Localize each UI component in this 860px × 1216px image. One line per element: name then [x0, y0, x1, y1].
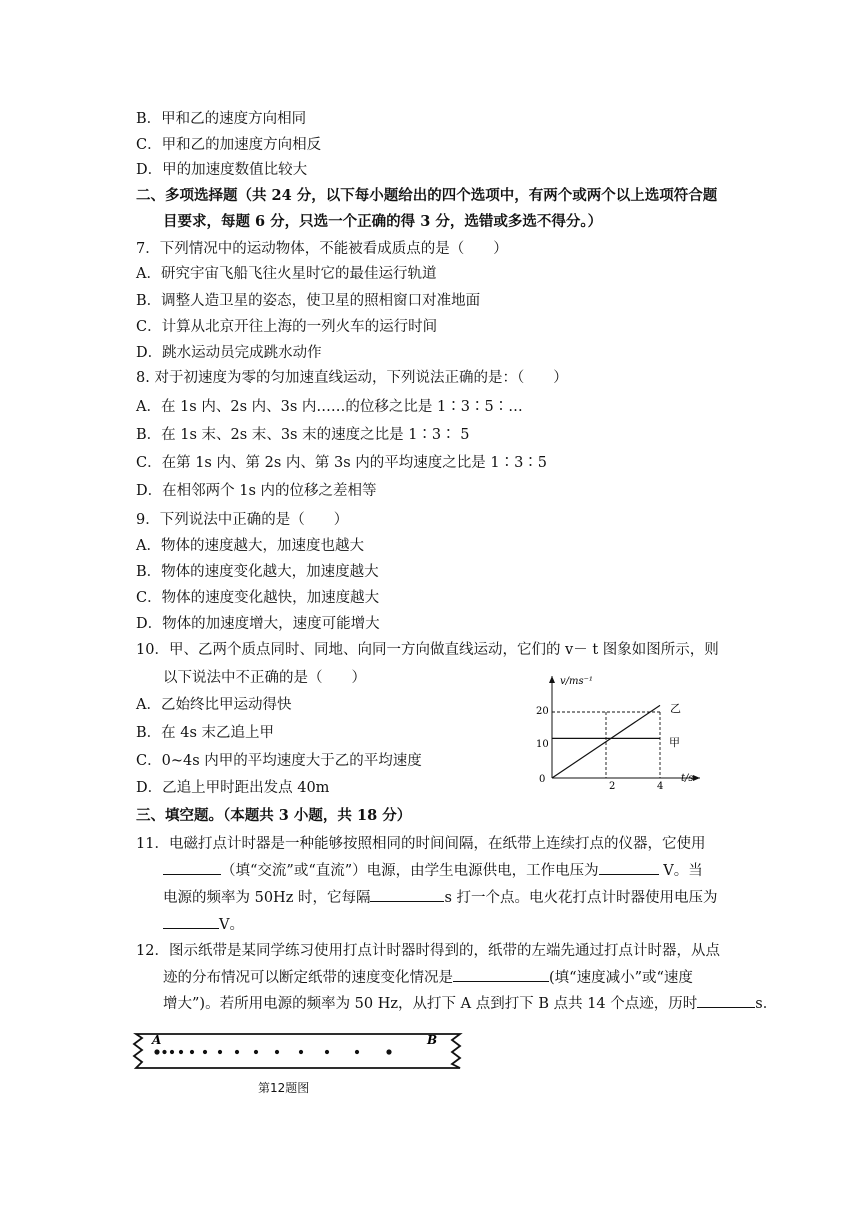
tape-dot — [275, 1050, 279, 1054]
question-9: 9．下列说法中正确的是（ ） — [136, 512, 349, 528]
tape-dot — [254, 1050, 258, 1054]
section-2-heading: 二、多项选择题（共 24 分，以下每小题给出的四个选项中，有两个或两个以上选项符合题 — [136, 187, 718, 204]
option-d-q6: D．甲的加速度数值比较大 — [136, 162, 308, 178]
x-axis-label: t/s — [681, 773, 694, 784]
option-d-q8: D．在相邻两个 1s 内的位移之差相等 — [136, 483, 377, 499]
x-tick-label: 2 — [609, 781, 616, 792]
question-11-line3: 电源的频率为 50Hz 时，它每隔 s 打一个点。电火花打点计时器使用电压为 — [163, 887, 718, 908]
tape-dot — [355, 1050, 359, 1054]
option-a-q10: A．乙始终比甲运动得快 — [136, 697, 292, 713]
question-12-line3: 增大”)。若所用电源的频率为 50 Hz，从打下 A 点到打下 B 点共 14 个点迹，历时 s． — [163, 993, 777, 1014]
option-a-q9: A．物体的速度越大，加速度也越大 — [136, 538, 364, 554]
option-d-q10: D．乙追上甲时距出发点 40m — [136, 780, 330, 796]
y-axis-label: v/ms⁻¹ — [560, 676, 593, 687]
option-c-q8: C．在第 1s 内、第 2s 内、第 3s 内的平均速度之比是 1∶3∶5 — [136, 455, 548, 471]
answer-blank[interactable] — [370, 887, 444, 902]
section-3-heading: 三、填空题。（本题共 3 小题，共 18 分） — [136, 807, 412, 824]
tape-label-b: B — [427, 1033, 438, 1047]
tape-dot — [325, 1050, 329, 1054]
question-11-line2: （填“交流”或“直流”）电源，由学生电源供电，工作电压为 V。当 — [163, 860, 703, 881]
answer-blank[interactable] — [697, 993, 755, 1008]
answer-blank[interactable] — [453, 967, 549, 982]
question-7: 7．下列情况中的运动物体，不能被看成质点的是（ ） — [136, 241, 508, 257]
option-c-q7: C．计算从北京开往上海的一列火车的运行时间 — [136, 319, 438, 335]
graph-guides — [552, 712, 660, 778]
option-b-q8: B．在 1s 末、2s 末、3s 末的速度之比是 1∶3∶ 5 — [136, 427, 470, 443]
tape-dot — [203, 1050, 207, 1054]
question-10: 10．甲、乙两个质点同时、同地、向同一方向做直线运动，它们的 v－ t 图象如图所示，则 — [136, 642, 719, 658]
figure-caption: 第12题图 — [258, 1081, 310, 1095]
tape-dot — [190, 1050, 194, 1054]
answer-blank[interactable] — [163, 860, 221, 875]
y-tick-label: 20 — [536, 706, 549, 717]
tape-dot — [162, 1050, 166, 1054]
tape-dot — [154, 1049, 159, 1054]
option-c-q6: C．甲和乙的加速度方向相反 — [136, 137, 322, 153]
question-11: 11．电磁打点计时器是一种能够按照相同的时间间隔，在纸带上连续打点的仪器，它使用 — [136, 836, 706, 852]
tape-dot — [179, 1050, 183, 1054]
tape-top-edge — [134, 1034, 460, 1068]
tape-dot — [235, 1050, 239, 1054]
question-12-line2: 迹的分布情况可以断定纸带的速度变化情况是 (填“速度减小”或“速度 — [163, 967, 693, 988]
question-11-line4: V。 — [163, 914, 244, 935]
answer-blank[interactable] — [599, 860, 659, 875]
tape-dots — [154, 1049, 391, 1054]
tape-dot — [386, 1049, 391, 1054]
answer-blank[interactable] — [163, 914, 219, 929]
option-c-q9: C．物体的速度变化越快，加速度越大 — [136, 590, 380, 606]
tape-dot — [218, 1050, 222, 1054]
tape-label-a: A — [152, 1033, 162, 1047]
option-a-q8: A．在 1s 内、2s 内、3s 内……的位移之比是 1∶3∶5∶… — [136, 399, 523, 415]
y-tick-label: 10 — [536, 739, 549, 750]
option-a-q7: A．研究宇宙飞船飞往火星时它的最佳运行轨道 — [136, 266, 437, 282]
series-label-yi: 乙 — [670, 702, 681, 715]
option-d-q9: D．物体的加速度增大，速度可能增大 — [136, 616, 380, 632]
origin-label: 0 — [539, 774, 546, 785]
tape-dot — [299, 1050, 303, 1054]
series-label-jia: 甲 — [669, 736, 680, 749]
option-b-q9: B．物体的速度变化越大，加速度越大 — [136, 564, 379, 580]
option-b-q7: B．调整人造卫星的姿态，使卫星的照相窗口对准地面 — [136, 293, 481, 309]
option-d-q7: D．跳水运动员完成跳水动作 — [136, 345, 322, 361]
x-tick-label: 4 — [657, 781, 664, 792]
option-b-q10: B．在 4s 末乙追上甲 — [136, 725, 275, 741]
question-10-cont: 以下说法中不正确的是（ ） — [163, 670, 366, 686]
option-b-q6: B．甲和乙的速度方向相同 — [136, 111, 307, 127]
question-12: 12．图示纸带是某同学练习使用打点计时器时得到的，纸带的左端先通过打点计时器，从点 — [136, 943, 720, 959]
option-c-q10: C．0~4s 内甲的平均速度大于乙的平均速度 — [136, 753, 422, 769]
question-8: 8. 对于初速度为零的匀加速直线运动，下列说法正确的是：（ ） — [136, 370, 568, 386]
vt-graph — [530, 672, 710, 792]
paper-tape-figure — [130, 1022, 470, 1078]
tape-dot — [170, 1050, 174, 1054]
section-2-heading-cont: 目要求，每题 6 分，只选一个正确的得 3 分，选错或多选不得分。） — [163, 213, 603, 230]
